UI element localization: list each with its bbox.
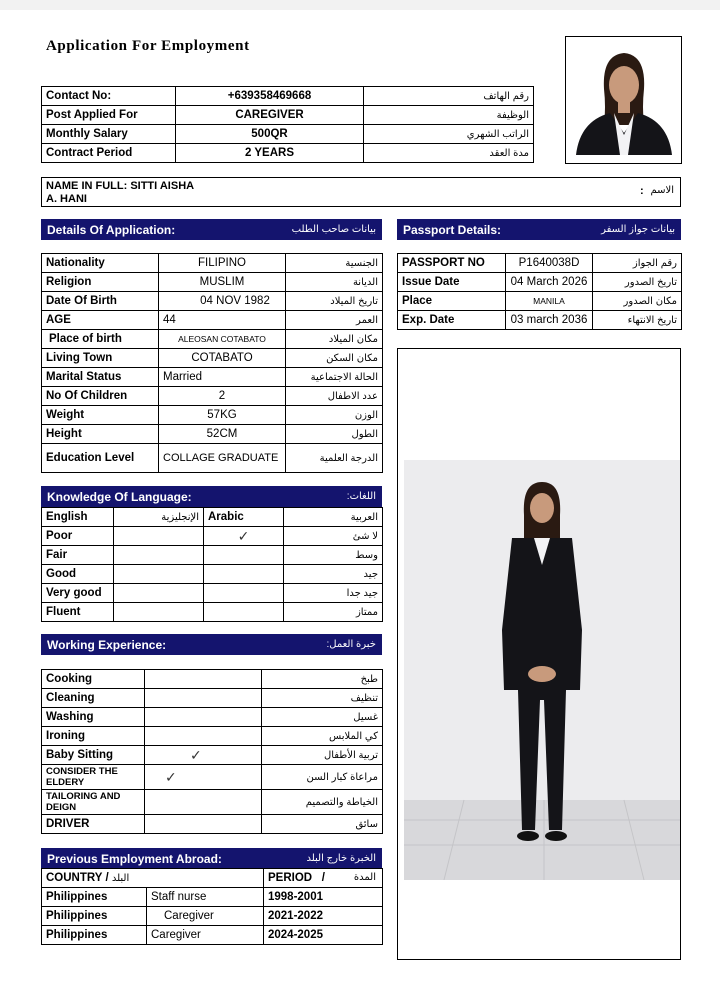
contact-label-ar: الوظيفة	[364, 106, 534, 125]
work-check	[145, 790, 262, 815]
work-header	[41, 634, 382, 655]
contact-label: Contact No:	[42, 87, 176, 106]
language-col-arabic-ar: العربية	[284, 508, 383, 527]
work-check	[145, 670, 262, 689]
work-label: DRIVER	[42, 815, 145, 834]
contact-row	[42, 125, 534, 144]
details-label: No Of Children	[42, 387, 159, 406]
prev-position: Caregiver	[147, 926, 264, 945]
passport-label-ar: تاريخ الانتهاء	[593, 311, 682, 330]
top-bar	[0, 0, 720, 10]
details-header-ar: بيانات صاحب الطلب	[291, 224, 376, 235]
language-header	[41, 486, 382, 507]
contact-label-ar: مدة العقد	[364, 144, 534, 163]
language-english-cell	[114, 527, 204, 546]
full-name-box	[41, 177, 681, 207]
contact-value: +639358469668	[176, 87, 364, 106]
passport-value: MANILA	[506, 292, 593, 311]
contact-row	[42, 87, 534, 106]
details-label: Education Level	[42, 444, 159, 473]
language-level-ar: جيد	[284, 565, 383, 584]
details-value: Married	[159, 368, 286, 387]
details-row	[42, 330, 383, 349]
work-label: Washing	[42, 708, 145, 727]
work-row	[42, 689, 383, 708]
work-row	[42, 727, 383, 746]
language-row	[42, 527, 383, 546]
language-col-english: English	[42, 508, 114, 527]
language-header-ar: اللغات:	[346, 491, 376, 502]
language-col-english-ar: الإنجليزية	[114, 508, 204, 527]
language-arabic-check	[204, 584, 284, 603]
details-row	[42, 311, 383, 330]
prev-col-country: COUNTRY / البلد	[42, 869, 264, 888]
language-level-ar: ممتاز	[284, 603, 383, 622]
prev-row	[42, 888, 383, 907]
work-row	[42, 790, 383, 815]
language-level-label: Fluent	[42, 603, 114, 622]
work-check	[145, 815, 262, 834]
details-row	[42, 444, 383, 473]
details-label: Nationality	[42, 254, 159, 273]
passport-header-ar: بيانات جواز السفر	[601, 224, 675, 235]
passport-header	[397, 219, 681, 240]
passport-row	[398, 311, 682, 330]
passport-label: Issue Date	[398, 273, 506, 292]
passport-label: Exp. Date	[398, 311, 506, 330]
passport-value: 04 March 2026	[506, 273, 593, 292]
language-level-label: Fair	[42, 546, 114, 565]
name-colon: :	[640, 185, 644, 197]
details-label-ar: العمر	[286, 311, 383, 330]
contact-value: 500QR	[176, 125, 364, 144]
details-value: COLLAGE GRADUATE	[159, 444, 286, 473]
language-row	[42, 565, 383, 584]
prev-employment-header	[41, 848, 382, 869]
work-row	[42, 765, 383, 790]
full-body-photo	[404, 460, 680, 880]
contact-label: Contract Period	[42, 144, 176, 163]
details-label: Marital Status	[42, 368, 159, 387]
details-label-ar: مكان الميلاد	[286, 330, 383, 349]
details-label-ar: الوزن	[286, 406, 383, 425]
prev-row	[42, 907, 383, 926]
details-value: 52CM	[159, 425, 286, 444]
language-english-cell	[114, 584, 204, 603]
prev-period: 2021-2022	[264, 907, 383, 926]
work-check	[145, 689, 262, 708]
language-english-cell	[114, 546, 204, 565]
prev-period: 2024-2025	[264, 926, 383, 945]
language-row	[42, 546, 383, 565]
contact-row	[42, 144, 534, 163]
passport-label: PASSPORT NO	[398, 254, 506, 273]
details-label: Place of birth	[42, 330, 159, 349]
details-row	[42, 254, 383, 273]
contact-table	[41, 86, 534, 163]
details-label-ar: الدرجة العلمية	[286, 444, 383, 473]
details-label: Weight	[42, 406, 159, 425]
details-label-ar: مكان السكن	[286, 349, 383, 368]
details-header-en: Details Of Application:	[47, 222, 176, 237]
passport-value: 03 march 2036	[506, 311, 593, 330]
work-check: ✓	[145, 746, 262, 765]
prev-header-ar: الخبرة خارج البلد	[306, 853, 376, 864]
details-row	[42, 273, 383, 292]
prev-period: 1998-2001	[264, 888, 383, 907]
language-level-ar: وسط	[284, 546, 383, 565]
prev-header-en: Previous Employment Abroad:	[47, 851, 222, 866]
details-row	[42, 387, 383, 406]
language-row	[42, 603, 383, 622]
language-level-ar: جيد جدا	[284, 584, 383, 603]
details-label-ar: الجنسية	[286, 254, 383, 273]
language-col-arabic: Arabic	[204, 508, 284, 527]
contact-value: 2 YEARS	[176, 144, 364, 163]
details-label: AGE	[42, 311, 159, 330]
work-label: Baby Sitting	[42, 746, 145, 765]
language-english-cell	[114, 603, 204, 622]
full-body-photo-frame	[397, 348, 681, 960]
headshot-image	[566, 37, 681, 163]
language-arabic-check	[204, 603, 284, 622]
contact-label: Monthly Salary	[42, 125, 176, 144]
work-label-ar: غسيل	[262, 708, 383, 727]
details-header	[41, 219, 382, 240]
work-label: Ironing	[42, 727, 145, 746]
details-label: Height	[42, 425, 159, 444]
passport-label-ar: تاريخ الصدور	[593, 273, 682, 292]
prev-country: Philippines	[42, 907, 147, 926]
passport-row	[398, 273, 682, 292]
page-title: Application For Employment	[46, 38, 250, 54]
work-label-ar: كي الملابس	[262, 727, 383, 746]
details-value: 44	[159, 311, 286, 330]
work-table	[41, 669, 383, 834]
work-row	[42, 746, 383, 765]
language-table	[41, 507, 383, 622]
prev-employment-table	[41, 868, 383, 945]
passport-header-en: Passport Details:	[403, 222, 502, 237]
details-row	[42, 425, 383, 444]
prev-country: Philippines	[42, 926, 147, 945]
work-header-en: Working Experience:	[47, 637, 167, 652]
work-label-ar: تربية الأطفال	[262, 746, 383, 765]
details-label-ar: الطول	[286, 425, 383, 444]
details-label: Religion	[42, 273, 159, 292]
work-label: CONSIDER THE ELDERY	[42, 765, 145, 790]
work-check	[145, 727, 262, 746]
work-header-ar: خبرة العمل:	[326, 639, 376, 650]
full-name-line2: A. HANI	[46, 193, 87, 205]
contact-label-ar: رقم الهاتف	[364, 87, 534, 106]
passport-label-ar: رقم الجواز	[593, 254, 682, 273]
language-level-label: Very good	[42, 584, 114, 603]
language-arabic-check	[204, 565, 284, 584]
passport-table	[397, 253, 682, 330]
details-value: 2	[159, 387, 286, 406]
details-label-ar: الحالة الاجتماعية	[286, 368, 383, 387]
details-row	[42, 406, 383, 425]
passport-label-ar: مكان الصدور	[593, 292, 682, 311]
passport-value: P1640038D	[506, 254, 593, 273]
language-row	[42, 584, 383, 603]
headshot-photo	[565, 36, 682, 164]
details-row	[42, 292, 383, 311]
prev-row	[42, 926, 383, 945]
details-label-ar: الديانة	[286, 273, 383, 292]
name-label-ar: الاسم	[650, 185, 674, 196]
contact-value: CAREGIVER	[176, 106, 364, 125]
details-label: Living Town	[42, 349, 159, 368]
passport-row	[398, 254, 682, 273]
details-label: Date Of Birth	[42, 292, 159, 311]
details-value: COTABATO	[159, 349, 286, 368]
language-level-ar: لا شئ	[284, 527, 383, 546]
work-label: Cleaning	[42, 689, 145, 708]
details-label-ar: تاريخ الميلاد	[286, 292, 383, 311]
language-arabic-check	[204, 546, 284, 565]
work-label: TAILORING AND DEIGN	[42, 790, 145, 815]
work-check: ✓	[145, 765, 262, 790]
contact-label-ar: الراتب الشهري	[364, 125, 534, 144]
work-label-ar: مراعاة كبار السن	[262, 765, 383, 790]
details-row	[42, 368, 383, 387]
details-label-ar: عدد الاطفال	[286, 387, 383, 406]
work-row	[42, 815, 383, 834]
details-value: ALEOSAN COTABATO	[159, 330, 286, 349]
details-value: MUSLIM	[159, 273, 286, 292]
work-label: Cooking	[42, 670, 145, 689]
details-row	[42, 349, 383, 368]
language-arabic-check: ✓	[204, 527, 284, 546]
details-value: 57KG	[159, 406, 286, 425]
work-check	[145, 708, 262, 727]
language-english-cell	[114, 565, 204, 584]
passport-label: Place	[398, 292, 506, 311]
work-label-ar: سائق	[262, 815, 383, 834]
work-row	[42, 708, 383, 727]
language-level-label: Good	[42, 565, 114, 584]
work-row	[42, 670, 383, 689]
language-level-label: Poor	[42, 527, 114, 546]
work-label-ar: تنظيف	[262, 689, 383, 708]
details-value: 04 NOV 1982	[159, 292, 286, 311]
full-name-line1: NAME IN FULL: SITTI AISHA	[46, 180, 195, 192]
details-value: FILIPINO	[159, 254, 286, 273]
language-header-en: Knowledge Of Language:	[47, 489, 192, 504]
prev-position: Caregiver	[147, 907, 264, 926]
prev-position: Staff nurse	[147, 888, 264, 907]
details-table	[41, 253, 383, 473]
prev-col-period: PERIOD / المدة	[264, 869, 383, 888]
passport-row	[398, 292, 682, 311]
contact-row	[42, 106, 534, 125]
contact-label: Post Applied For	[42, 106, 176, 125]
work-label-ar: طبخ	[262, 670, 383, 689]
prev-country: Philippines	[42, 888, 147, 907]
work-label-ar: الخياطة والتصميم	[262, 790, 383, 815]
